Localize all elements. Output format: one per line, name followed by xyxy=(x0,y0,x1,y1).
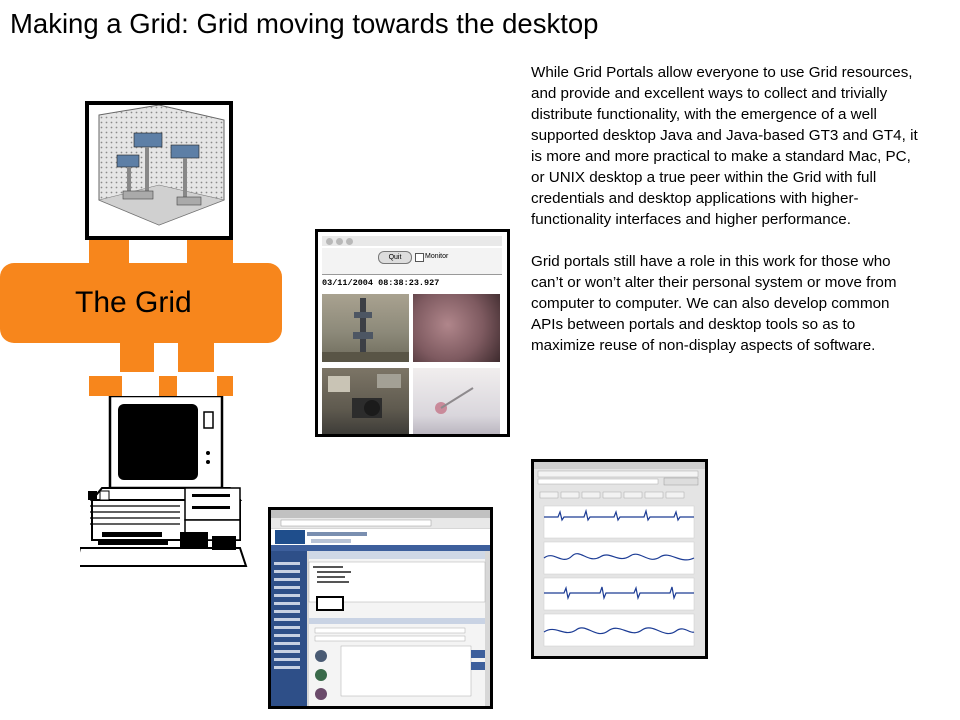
waveform-viewer-screenshot xyxy=(531,459,708,659)
monitor-checkbox xyxy=(415,253,424,262)
quit-button: Quit xyxy=(378,251,412,264)
electronic-notebook-screenshot xyxy=(268,507,493,709)
lab-illustration-frame xyxy=(85,101,233,240)
body-text xyxy=(531,62,923,377)
toolbar xyxy=(322,248,502,275)
grid-connector-bottom-right xyxy=(178,340,214,372)
camera-view-1 xyxy=(322,294,409,362)
camera-view-2 xyxy=(413,294,500,362)
monitor-checkbox-label: Monitor xyxy=(425,253,449,260)
grid-plug-mid xyxy=(159,376,177,396)
close-icon xyxy=(326,238,333,245)
slide-title: Making a Grid: Grid moving towards the desktop xyxy=(10,8,599,39)
grid-plug-left xyxy=(89,376,122,396)
paragraph-grid-portals: Grid portals still have a role in this work for those who can’t or won’t alter their personal system or move from computer to computer. We can also develop common APIs between portals and desktop tools so as to maximize reuse of non-display aspects of software. xyxy=(531,253,897,354)
grid-connector-bottom-left xyxy=(120,340,154,372)
shake-table-lab-icon xyxy=(89,105,229,236)
grid-label: The Grid xyxy=(75,286,192,319)
paragraph-grid-desktop: While Grid Portals allow everyone to use Grid resources, and provide and excellent ways to collect and trivially distribute functionality, with the emergence of a well supported desktop Java and Java-based GT3 and GT4, it is more and more practical to make a standard Mac, PC, or UNIX desktop a true peer within the Grid with full credentials and desktop applications with higher-functionality interfaces and higher performance. xyxy=(531,64,918,228)
monitor-app-screenshot xyxy=(315,229,510,437)
camera-view-3 xyxy=(322,368,409,436)
timestamp: 03/11/2004 08:38:23.927 xyxy=(322,278,440,288)
grid-plug-right xyxy=(217,376,233,396)
camera-view-4 xyxy=(413,368,500,436)
desktop-computer-icon xyxy=(80,396,250,574)
zoom-icon xyxy=(346,238,353,245)
minimize-icon xyxy=(336,238,343,245)
